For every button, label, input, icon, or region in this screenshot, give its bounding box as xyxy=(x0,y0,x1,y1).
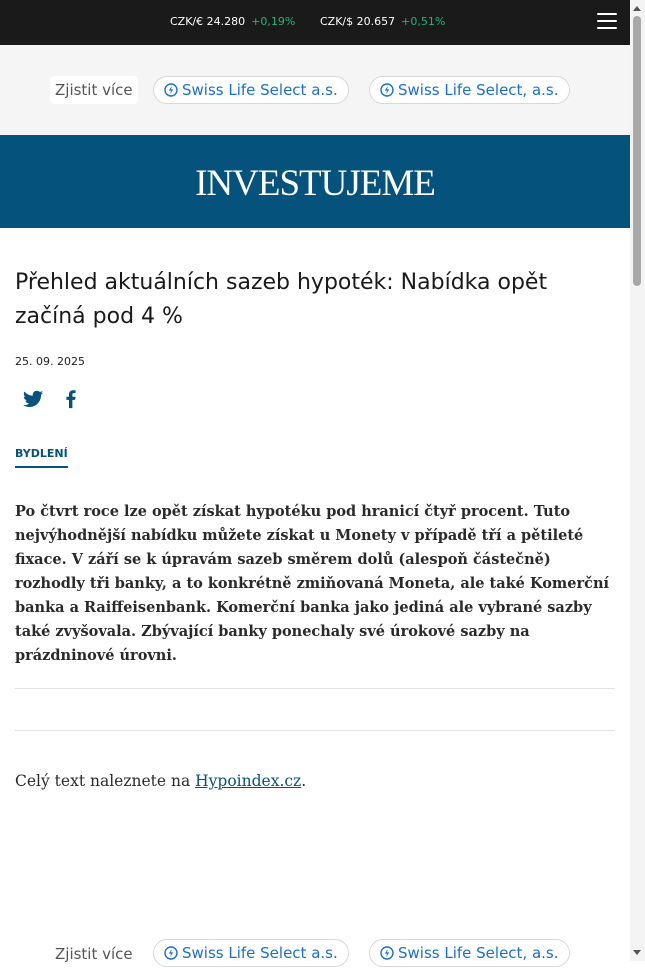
source-link[interactable]: Hypoindex.cz xyxy=(195,772,302,790)
ad-pill-swiss-life[interactable] xyxy=(153,939,349,967)
top-bar xyxy=(0,0,645,45)
scroll-up-arrow-icon[interactable] xyxy=(633,6,641,11)
ad-pill-label: Swiss Life Select, a.s. xyxy=(398,81,559,99)
ad-pill-swiss-life-as[interactable] xyxy=(369,939,570,967)
rate-eur-change: +0,19% xyxy=(251,15,296,28)
rate-usd xyxy=(320,15,445,28)
rate-usd-value: CZK/$ 20.657 xyxy=(320,15,396,28)
facebook-icon[interactable] xyxy=(60,388,82,410)
divider xyxy=(15,688,615,689)
scroll-thumb[interactable] xyxy=(633,16,641,286)
site-logo[interactable]: INVESTUJEME xyxy=(195,163,435,204)
source-line xyxy=(15,772,306,790)
lightning-circle-icon xyxy=(380,946,394,960)
article-date: 25. 09. 2025 xyxy=(15,355,85,368)
source-prefix: Celý text naleznete na xyxy=(15,772,196,790)
source-suffix: . xyxy=(301,772,307,790)
article-perex: Po čtvrt roce lze opět získat hypotéku pod hranicí čtyř procent. Tuto nejvýhodnější nabídku můžete získat u Monety v případě tří a pětileté fixace. V září se k úpravám sazeb směrem dolů (alespoň částečně) rozhodly tři banky, a to konkrétně zmiňovaná Moneta, ale také Komerční banka a Raiffeisenbank. Komerční banka jako jediná ale vybrané sazby také zvyšovala. Zbývající banky ponechaly své úrokové sazby na prázdninové úrovni. xyxy=(15,503,609,664)
twitter-icon[interactable] xyxy=(22,388,44,410)
scrollbar[interactable] xyxy=(630,0,645,961)
ad-pill-label: Swiss Life Select, a.s. xyxy=(398,944,559,962)
hamburger-icon[interactable] xyxy=(597,13,617,31)
scroll-down-arrow-icon[interactable] xyxy=(633,950,641,955)
ad-bar-top xyxy=(0,45,630,135)
ad-more-link[interactable]: Zjistit více xyxy=(50,940,138,968)
rate-usd-change: +0,51% xyxy=(401,15,446,28)
ad-pill-label: Swiss Life Select a.s. xyxy=(182,944,338,962)
lightning-circle-icon xyxy=(164,83,178,97)
ad-pill-label: Swiss Life Select a.s. xyxy=(182,81,338,99)
rate-eur-value: CZK/€ 24.280 xyxy=(170,15,246,28)
category-tag[interactable]: BYDLENÍ xyxy=(15,447,68,468)
ad-pill-swiss-life-as[interactable] xyxy=(369,76,570,104)
ad-bar-bottom xyxy=(0,930,630,961)
lightning-circle-icon xyxy=(380,83,394,97)
ad-more-link[interactable]: Zjistit více xyxy=(50,76,138,104)
divider xyxy=(15,730,615,731)
rate-eur xyxy=(170,15,295,28)
lightning-circle-icon xyxy=(164,946,178,960)
ad-pill-swiss-life[interactable] xyxy=(153,76,349,104)
article-title: Přehled aktuálních sazeb hypoték: Nabídka opět začíná pod 4 % xyxy=(15,270,548,329)
